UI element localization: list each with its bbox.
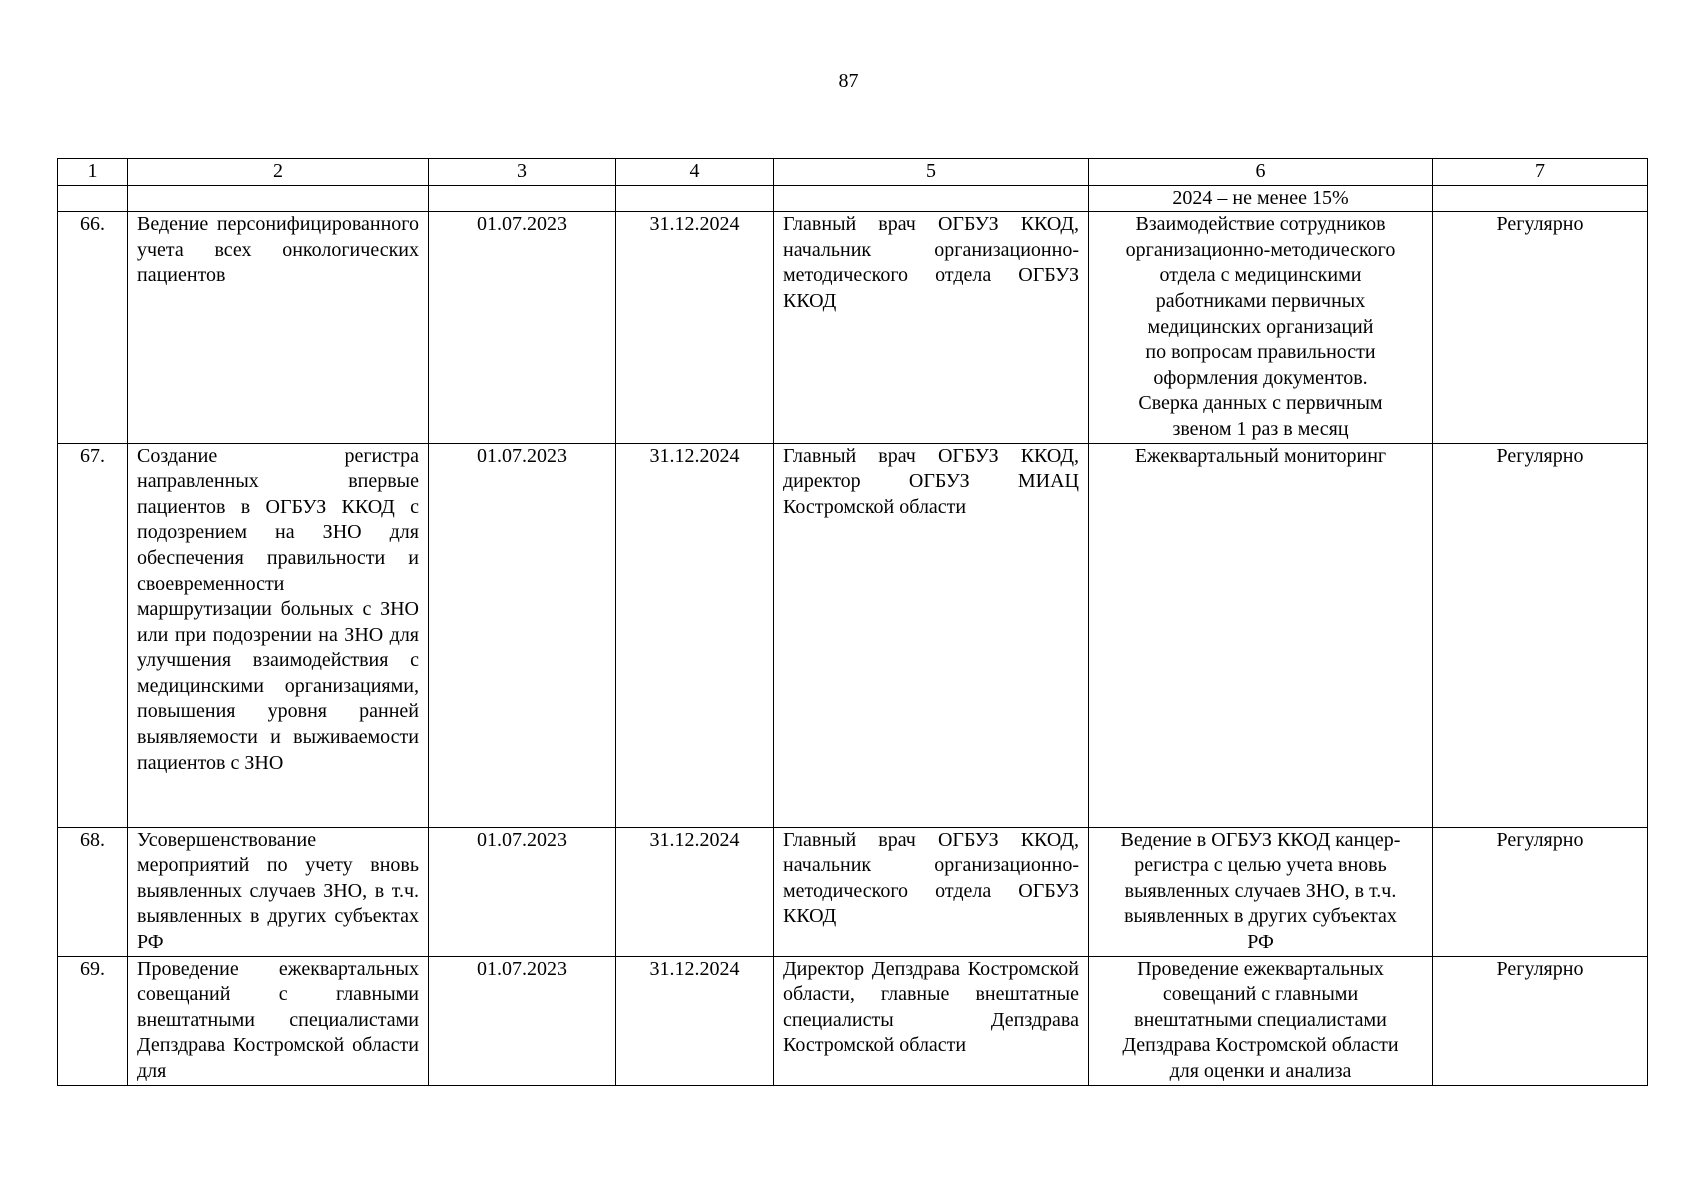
activity-name: Проведение ежеквартальных совещаний с главными внештатными специалистами Депздрава Костромской области для [128, 956, 429, 1085]
result-line: по вопросам правильности [1145, 341, 1376, 364]
column-number-cell: 6 [1089, 159, 1433, 186]
column-number-cell: 7 [1433, 159, 1648, 186]
result-line: звеном 1 раз в месяц [1172, 417, 1349, 440]
result-line: Ведение в ОГБУЗ ККОД канцер- [1120, 828, 1401, 851]
page-number: 87 [838, 70, 859, 92]
table-row [58, 212, 1648, 443]
result-line: организационно-методического [1125, 238, 1396, 261]
start-date: 01.07.2023 [429, 827, 616, 956]
start-date: 01.07.2023 [429, 956, 616, 1085]
empty-cell [429, 185, 616, 212]
result-line: внештатными специалистами [1134, 1008, 1387, 1031]
end-date: 31.12.2024 [616, 827, 774, 956]
result-line: работниками первичных [1155, 289, 1366, 312]
column-number-cell: 3 [429, 159, 616, 186]
continuation-row [58, 185, 1648, 212]
empty-cell [774, 185, 1089, 212]
result-cell: 2024 – не менее 15% [1089, 185, 1433, 212]
result-line: выявленных в других субъектах [1124, 905, 1397, 928]
responsible-person: Главный врач ОГБУЗ ККОД, начальник организационно-методического отдела ОГБУЗ ККОД [774, 212, 1089, 443]
result-line: совещаний с главными [1162, 983, 1359, 1006]
responsible-person: Главный врач ОГБУЗ ККОД, начальник организационно-методического отдела ОГБУЗ ККОД [774, 827, 1089, 956]
column-number-cell: 5 [774, 159, 1089, 186]
expected-result [1089, 827, 1433, 956]
result-line: медицинских организаций [1147, 315, 1374, 338]
end-date: 31.12.2024 [616, 212, 774, 443]
end-date: 31.12.2024 [616, 443, 774, 827]
empty-cell [616, 185, 774, 212]
responsible-person: Главный врач ОГБУЗ ККОД, директор ОГБУЗ МИАЦ Костромской области [774, 443, 1089, 827]
frequency: Регулярно [1433, 956, 1648, 1085]
frequency: Регулярно [1433, 212, 1648, 443]
frequency: Регулярно [1433, 827, 1648, 956]
empty-cell [1433, 185, 1648, 212]
end-date: 31.12.2024 [616, 956, 774, 1085]
result-line: для оценки и анализа [1169, 1059, 1352, 1082]
column-number-cell: 2 [128, 159, 429, 186]
result-line: выявленных случаев ЗНО, в т.ч. [1124, 879, 1397, 902]
result-line: оформления документов. [1153, 366, 1368, 389]
column-number-cell: 1 [58, 159, 128, 186]
result-line: Сверка данных с первичным [1138, 392, 1383, 415]
activity-name: Усовершенствование мероприятий по учету вновь выявленных случаев ЗНО, в т.ч. выявленных в других субъектах РФ [128, 827, 429, 956]
activity-plan-table [57, 158, 1648, 1086]
start-date: 01.07.2023 [429, 212, 616, 443]
row-number: 67. [58, 443, 128, 827]
column-number-row [58, 159, 1648, 186]
activity-name: Ведение персонифицированного учета всех онкологических пациентов [128, 212, 429, 443]
table-row [58, 443, 1648, 827]
table-row [58, 827, 1648, 956]
frequency: Регулярно [1433, 443, 1648, 827]
table-row [58, 956, 1648, 1085]
result-line: регистра с целью учета вновь [1134, 854, 1387, 877]
result-line: РФ [1247, 930, 1274, 953]
start-date: 01.07.2023 [429, 443, 616, 827]
result-line: Ежеквартальный мониторинг [1134, 444, 1387, 467]
result-line: Проведение ежеквартальных [1137, 957, 1384, 980]
result-line: Взаимодействие сотрудников [1135, 213, 1386, 236]
responsible-person: Директор Депздрава Костромской области, главные внештатные специалисты Депздрава Костромской области [774, 956, 1089, 1085]
row-number: 66. [58, 212, 128, 443]
activity-name: Создание регистра направленных впервые пациентов в ОГБУЗ ККОД с подозрением на ЗНО для обеспечения правильности и своевременности маршрутизации больных с ЗНО или при подозрении на ЗНО для улучшения взаимодействия с медицинскими организациями, повышения уровня ранней выявляемости и выживаемости пациентов с ЗНО [128, 443, 429, 827]
empty-cell [128, 185, 429, 212]
result-line: Депздрава Костромской области [1122, 1034, 1399, 1057]
result-line: отдела с медицинскими [1159, 264, 1362, 287]
row-number: 69. [58, 956, 128, 1085]
row-number: 68. [58, 827, 128, 956]
expected-result [1089, 956, 1433, 1085]
expected-result [1089, 212, 1433, 443]
empty-cell [58, 185, 128, 212]
expected-result [1089, 443, 1433, 827]
column-number-cell: 4 [616, 159, 774, 186]
